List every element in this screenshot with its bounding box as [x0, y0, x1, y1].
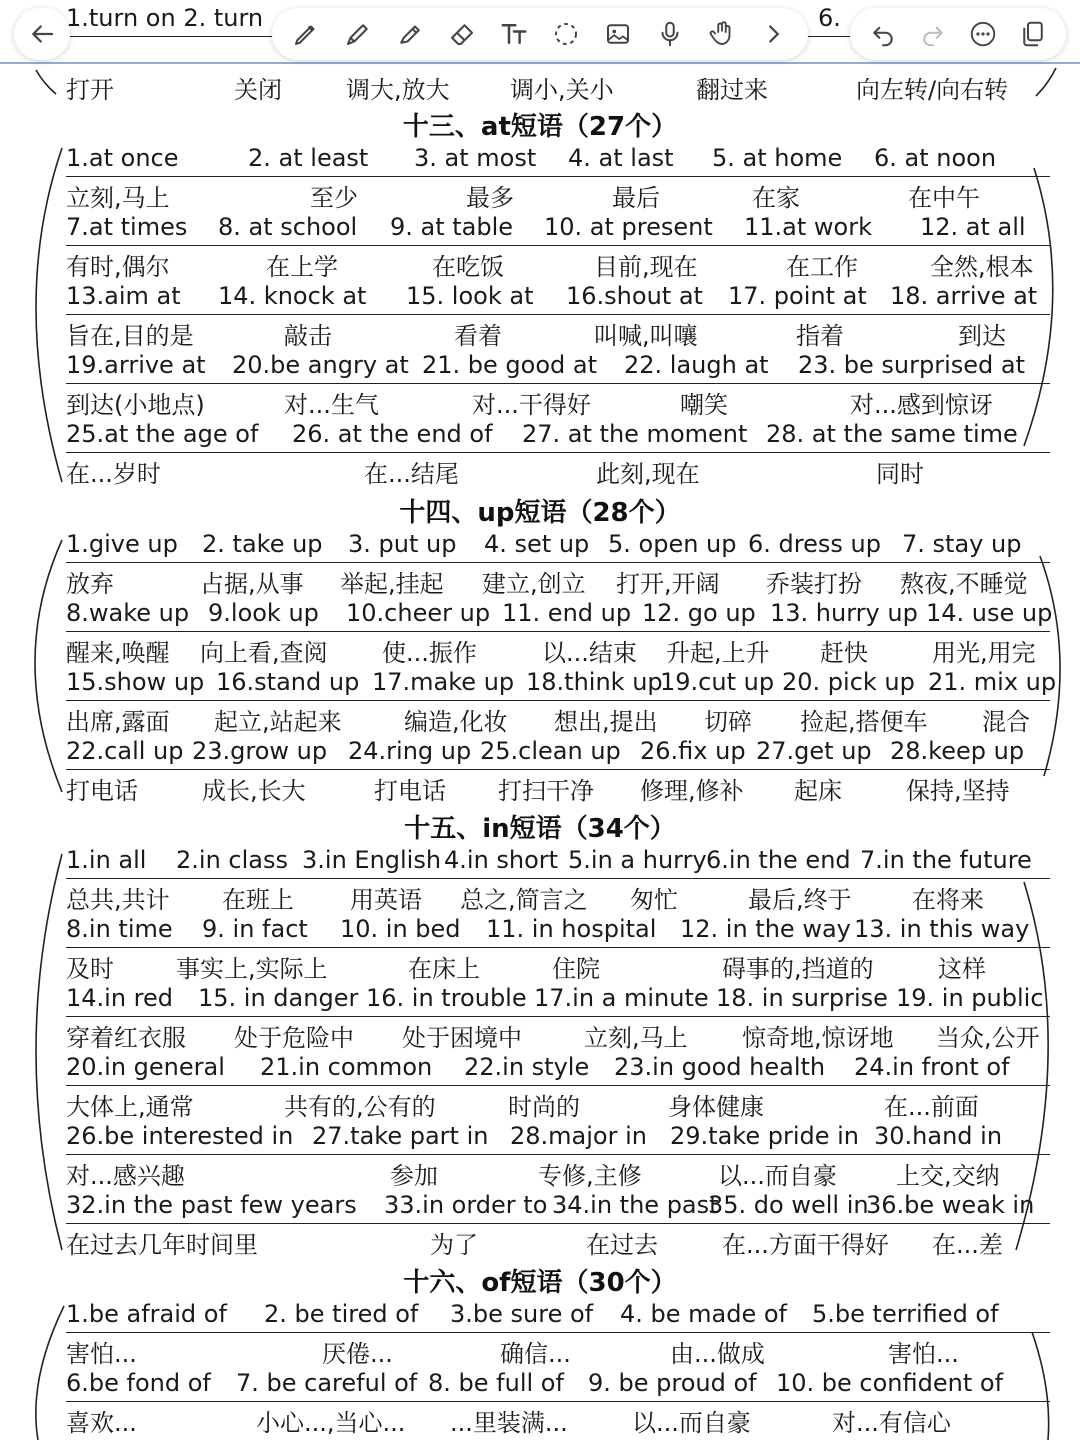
meaning: 用光,用完 [932, 639, 1036, 667]
phrase: 20. pick up [782, 668, 915, 696]
phrase: 23.in good health [614, 1053, 826, 1081]
meaning: 捡起,搭便车 [800, 708, 928, 736]
section-heading-at: 十三、at短语（27个） [402, 112, 678, 142]
phrase: 1.be afraid of [66, 1300, 227, 1328]
phrase: 15. in danger [198, 984, 359, 1012]
note-row-zh [66, 769, 1050, 803]
phrase: 32.in the past few years [66, 1191, 357, 1219]
pen-icon [291, 19, 321, 49]
note-row-zh [66, 947, 1050, 981]
lasso-tool-button[interactable] [546, 14, 586, 54]
meaning: 在床上 [408, 955, 480, 983]
phrase: 6.be fond of [66, 1369, 211, 1397]
meaning: 匆忙 [630, 886, 678, 914]
note-row-en [66, 418, 1050, 453]
phrase: 13.aim at [66, 282, 181, 310]
meaning: 乔装打扮 [766, 570, 862, 598]
meaning: 同时 [876, 460, 924, 488]
phrase: 17.in a minute [534, 984, 709, 1012]
note-row-zh [66, 878, 1050, 912]
phrase: 9. at table [390, 213, 514, 241]
note-row-zh [66, 1154, 1050, 1188]
phrase: 27. at the moment [522, 420, 748, 448]
phrase: 7.at times [66, 213, 188, 241]
phrase: 2.in class [176, 846, 288, 874]
phrase: 3. put up [348, 530, 457, 558]
phrase: 18. arrive at [890, 282, 1038, 310]
meaning: 由...做成 [670, 1340, 765, 1368]
meaning: 看着 [454, 322, 502, 350]
phrase: 23. be surprised at [798, 351, 1026, 379]
meaning: 以...而自豪 [632, 1409, 751, 1437]
phrase: 9.look up [208, 599, 319, 627]
meaning: 以...结束 [542, 639, 637, 667]
meaning: 对...感兴趣 [66, 1162, 185, 1190]
note-text: 翻过来 [696, 76, 768, 104]
meaning: 对...感到惊讶 [850, 391, 993, 419]
phrase: 3.be sure of [450, 1300, 594, 1328]
phrase: 22. laugh at [624, 351, 769, 379]
section-heading-of: 十六、of短语（30个） [403, 1268, 677, 1298]
meaning: 目前,现在 [594, 253, 698, 281]
note-text: 6. [818, 4, 841, 32]
meaning: 切碎 [704, 708, 752, 736]
text-icon [499, 19, 529, 49]
note-row-zh [66, 176, 1050, 210]
pencil-icon [343, 19, 373, 49]
highlighter-tool-button[interactable] [390, 14, 430, 54]
phrase: 28. at the same time [766, 420, 1018, 448]
image-icon [603, 19, 633, 49]
back-button[interactable] [22, 14, 62, 54]
note-row-en [66, 844, 1050, 879]
meaning: 向上看,查阅 [200, 639, 328, 667]
meaning: 穿着红衣服 [66, 1024, 186, 1052]
phrase: 26.be interested in [66, 1122, 294, 1150]
phrase: 12. at all [920, 213, 1026, 241]
meaning: 身体健康 [668, 1093, 764, 1121]
bracket-stroke [36, 148, 62, 482]
meaning: 确信... [500, 1340, 571, 1368]
eraser-tool-button[interactable] [442, 14, 482, 54]
note-text: 调大,放大 [346, 76, 450, 104]
phrase: 34.in the past [552, 1191, 719, 1219]
meaning: 大体上,通常 [66, 1093, 194, 1121]
touch-tool-button[interactable] [702, 14, 742, 54]
note-row-zh [66, 314, 1050, 348]
meaning: 对...干得好 [472, 391, 591, 419]
note-row-en [66, 1298, 1050, 1333]
pencil-tool-button[interactable] [338, 14, 378, 54]
note-row-zh [66, 245, 1050, 279]
note-text: 1.turn on 2. turn [66, 4, 264, 32]
meaning: 在过去 [586, 1231, 658, 1259]
meaning: 这样 [938, 955, 986, 983]
meaning: 建立,创立 [482, 570, 586, 598]
note-text: 调小,关小 [510, 76, 614, 104]
phrase: 10. at present [544, 213, 713, 241]
meaning: 在...方面干得好 [722, 1231, 889, 1259]
phrase: 16. in trouble [366, 984, 527, 1012]
action-pill [850, 8, 1066, 60]
note-row-zh [66, 383, 1050, 417]
tool-palette [272, 8, 808, 60]
phrase: 24.ring up [348, 737, 472, 765]
phrase: 20.be angry at [232, 351, 409, 379]
phrase: 9. be proud of [588, 1369, 757, 1397]
phrase: 33.in order to [384, 1191, 548, 1219]
note-row-zh [66, 631, 1050, 665]
phrase: 2. at least [248, 144, 369, 172]
phrase: 1.give up [66, 530, 178, 558]
note-row-en [66, 666, 1057, 701]
meaning: 混合 [982, 708, 1030, 736]
meaning: 最后,终于 [748, 886, 852, 914]
phrase: 28.keep up [890, 737, 1025, 765]
meaning: 对...有信心 [832, 1409, 951, 1437]
phrase: 21. mix up [928, 668, 1057, 696]
phrase: 13. in this way [854, 915, 1030, 943]
phrase: 14. use up [926, 599, 1053, 627]
phrase: 6. dress up [748, 530, 881, 558]
bracket-stroke [36, 70, 56, 94]
image-tool-button[interactable] [598, 14, 638, 54]
meaning: 敲击 [284, 322, 332, 350]
meaning: ...里装满... [450, 1409, 568, 1437]
phrase: 5. at home [712, 144, 843, 172]
bracket-stroke [36, 854, 62, 1250]
meaning: 编造,化妆 [404, 708, 508, 736]
meaning: 住院 [552, 955, 600, 983]
phrase: 30.hand in [874, 1122, 1003, 1150]
note-row-en [66, 982, 1050, 1017]
meaning: 及时 [66, 955, 114, 983]
hand-touch-icon [707, 19, 737, 49]
note-row-en [66, 142, 1050, 177]
phrase: 10.cheer up [346, 599, 491, 627]
pages-button[interactable] [1013, 14, 1053, 54]
phrase: 2. be tired of [264, 1300, 419, 1328]
phrase: 19.arrive at [66, 351, 206, 379]
meaning: 熬夜,不睡觉 [900, 570, 1028, 598]
meaning: 为了 [430, 1231, 478, 1259]
meaning: 以...而自豪 [718, 1162, 837, 1190]
phrase: 2. take up [202, 530, 323, 558]
note-row-zh [66, 562, 1050, 596]
meaning: 总之,简言之 [460, 886, 588, 914]
meaning: 厌倦... [322, 1340, 393, 1368]
meaning: 在将来 [912, 886, 984, 914]
note-row-zh [66, 1085, 1050, 1119]
phrase: 4. set up [484, 530, 590, 558]
meaning: 打扫干净 [498, 777, 594, 805]
meaning: 参加 [390, 1162, 438, 1190]
lasso-icon [551, 19, 581, 49]
meaning: 专修,主修 [538, 1162, 642, 1190]
phrase: 24.in front of [854, 1053, 1010, 1081]
note-row-zh [66, 1332, 1050, 1366]
meaning: 升起,上升 [666, 639, 770, 667]
meaning: 时尚的 [508, 1093, 580, 1121]
note-row-en [66, 1189, 1050, 1224]
phrase: 21.in common [260, 1053, 433, 1081]
phrase: 9. in fact [202, 915, 308, 943]
note-row-en [66, 1367, 1050, 1402]
meaning: 在...差 [932, 1231, 1003, 1259]
phrase: 6.in the end [706, 846, 851, 874]
meaning: 害怕... [888, 1340, 959, 1368]
phrase: 29.take pride in [670, 1122, 859, 1150]
eraser-icon [447, 19, 477, 49]
note-row-zh [66, 1401, 1050, 1435]
note-row-en [66, 1120, 1050, 1155]
phrase: 36.be weak in [866, 1191, 1035, 1219]
meaning: 总共,共计 [66, 886, 170, 914]
meaning: 在家 [752, 184, 800, 212]
meaning: 叫喊,叫嚷 [594, 322, 698, 350]
highlighter-icon [395, 19, 425, 49]
phrase: 15.show up [66, 668, 205, 696]
meaning: 在工作 [786, 253, 858, 281]
note-row-turn-zh [66, 68, 1050, 102]
note-row-zh [66, 452, 1050, 486]
meaning: 保持,坚持 [906, 777, 1010, 805]
section-heading-up: 十四、up短语（28个） [399, 498, 681, 528]
note-text: 打开 [66, 76, 114, 104]
meaning: 成长,长大 [202, 777, 306, 805]
meaning: 处于困境中 [402, 1024, 522, 1052]
note-row-en [66, 528, 1050, 563]
meaning: 占据,从事 [200, 570, 304, 598]
meaning: 到达(小地点) [66, 391, 205, 419]
meaning: 有时,偶尔 [66, 253, 170, 281]
undo-icon [868, 19, 898, 49]
phrase: 7. be careful of [236, 1369, 418, 1397]
phrase: 5.in a hurry [568, 846, 707, 874]
note-row-en [66, 280, 1050, 315]
meaning: 当众,公开 [936, 1024, 1040, 1052]
meaning: 用英语 [350, 886, 422, 914]
phrase: 3. at most [414, 144, 537, 172]
more-horizontal-icon [968, 19, 998, 49]
meaning: 举起,挂起 [340, 570, 444, 598]
phrase: 17. point at [728, 282, 867, 310]
note-row-zh [66, 1223, 1050, 1257]
note-text: 关闭 [234, 76, 282, 104]
phrase: 1.at once [66, 144, 179, 172]
phrase: 27.get up [756, 737, 872, 765]
pages-icon [1018, 19, 1048, 49]
phrase: 14. knock at [218, 282, 367, 310]
meaning: 出席,露面 [66, 708, 170, 736]
meaning: 想出,提出 [554, 708, 658, 736]
phrase: 26.fix up [640, 737, 746, 765]
meaning: 在过去几年时间里 [66, 1231, 258, 1259]
phrase: 4.in short [444, 846, 559, 874]
meaning: 在中午 [908, 184, 980, 212]
phrase: 10. be confident of [776, 1369, 1004, 1397]
phrase: 6. at noon [874, 144, 997, 172]
phrase: 15. look at [406, 282, 534, 310]
phrase: 4. at last [568, 144, 674, 172]
phrase: 22.call up [66, 737, 184, 765]
phrase: 5. open up [608, 530, 737, 558]
phrase: 16.shout at [566, 282, 703, 310]
phrase: 28.major in [510, 1122, 647, 1150]
phrase: 10. in bed [340, 915, 461, 943]
meaning: 碍事的,挡道的 [722, 955, 874, 983]
phrase: 17.make up [372, 668, 515, 696]
meaning: 放弃 [66, 570, 114, 598]
meaning: 打电话 [374, 777, 446, 805]
phrase: 1.in all [66, 846, 147, 874]
phrase: 35. do well in [708, 1191, 869, 1219]
phrase: 5.be terrified of [812, 1300, 999, 1328]
meaning: 打电话 [66, 777, 138, 805]
meaning: 修理,修补 [640, 777, 744, 805]
phrase: 11.at work [744, 213, 872, 241]
phrase: 8. at school [218, 213, 358, 241]
more-options-button[interactable] [963, 14, 1003, 54]
note-row-zh [66, 700, 1050, 734]
phrase: 26. at the end of [292, 420, 493, 448]
phrase: 18.think up [526, 668, 663, 696]
back-arrow-icon [27, 19, 57, 49]
note-text: 向左转/向右转 [856, 76, 1009, 104]
meaning: 最后 [612, 184, 660, 212]
phrase: 4. be made of [620, 1300, 788, 1328]
phrase: 8. be full of [428, 1369, 564, 1397]
phrase: 12. in the way [680, 915, 851, 943]
phrase: 19.cut up [660, 668, 775, 696]
meaning: 最多 [466, 184, 514, 212]
phrase: 11. end up [502, 599, 632, 627]
phrase: 19. in public [896, 984, 1044, 1012]
meaning: 到达 [958, 322, 1006, 350]
phrase: 21. be good at [422, 351, 598, 379]
meaning: 上交,交纳 [896, 1162, 1000, 1190]
meaning: 使...振作 [382, 639, 477, 667]
meaning: 在...结尾 [364, 460, 459, 488]
bracket-stroke [36, 1306, 64, 1440]
note-row-en [66, 913, 1050, 948]
meaning: 嘲笑 [680, 391, 728, 419]
meaning: 指着 [796, 322, 844, 350]
meaning: 惊奇地,惊讶地 [742, 1024, 894, 1052]
undo-button[interactable] [863, 14, 903, 54]
meaning: 起立,站起来 [214, 708, 342, 736]
phrase: 23.grow up [192, 737, 328, 765]
meaning: 喜欢... [66, 1409, 137, 1437]
meaning: 赶快 [820, 639, 868, 667]
note-row-en [66, 597, 1053, 632]
meaning: 事实上,实际上 [176, 955, 328, 983]
phrase: 12. go up [642, 599, 756, 627]
phrase: 7.in the future [860, 846, 1032, 874]
meaning: 小心...,当心... [256, 1409, 406, 1437]
redo-button[interactable] [913, 14, 953, 54]
meaning: 害怕... [66, 1340, 137, 1368]
toolbar [0, 0, 1080, 64]
meaning: 全然,根本 [930, 253, 1034, 281]
phrase: 13. hurry up [770, 599, 918, 627]
meaning: 处于危险中 [234, 1024, 354, 1052]
phrase: 22.in style [464, 1053, 590, 1081]
bracket-stroke [35, 540, 62, 792]
phrase: 8.wake up [66, 599, 190, 627]
text-tool-button[interactable] [494, 14, 534, 54]
microphone-icon [655, 19, 685, 49]
phrase: 14.in red [66, 984, 174, 1012]
meaning: 此刻,现在 [596, 460, 700, 488]
meaning: 在...前面 [884, 1093, 979, 1121]
meaning: 在班上 [222, 886, 294, 914]
section-heading-in: 十五、in短语（34个） [404, 814, 676, 844]
redo-icon [918, 19, 948, 49]
phrase: 25.at the age of [66, 420, 259, 448]
more-tools-button[interactable] [754, 14, 794, 54]
meaning: 起床 [794, 777, 842, 805]
meaning: 打开,开阔 [616, 570, 720, 598]
meaning: 旨在,目的是 [66, 322, 194, 350]
phrase: 25.clean up [480, 737, 621, 765]
microphone-button[interactable] [650, 14, 690, 54]
meaning: 立刻,马上 [584, 1024, 688, 1052]
meaning: 在吃饭 [432, 253, 504, 281]
phrase: 3.in English [302, 846, 442, 874]
back-pill [14, 8, 70, 60]
phrase: 11. in hospital [486, 915, 657, 943]
meaning: 立刻,马上 [66, 184, 170, 212]
chevron-right-icon [759, 19, 789, 49]
phrase: 27.take part in [312, 1122, 489, 1150]
meaning: 至少 [310, 184, 358, 212]
note-row-zh [66, 1016, 1050, 1050]
note-row-en [66, 211, 1050, 246]
phrase: 18. in surprise [716, 984, 888, 1012]
meaning: 在...岁时 [66, 460, 161, 488]
note-row-en [66, 1051, 1050, 1086]
phrase: 16.stand up [216, 668, 360, 696]
pen-tool-button[interactable] [286, 14, 326, 54]
phrase: 8.in time [66, 915, 173, 943]
meaning: 共有的,公有的 [284, 1093, 436, 1121]
meaning: 在上学 [266, 253, 338, 281]
phrase: 20.in general [66, 1053, 225, 1081]
note-row-en [66, 349, 1050, 384]
phrase: 7. stay up [902, 530, 1022, 558]
note-row-en [66, 735, 1050, 770]
meaning: 醒来,唤醒 [66, 639, 170, 667]
meaning: 对...生气 [284, 391, 379, 419]
